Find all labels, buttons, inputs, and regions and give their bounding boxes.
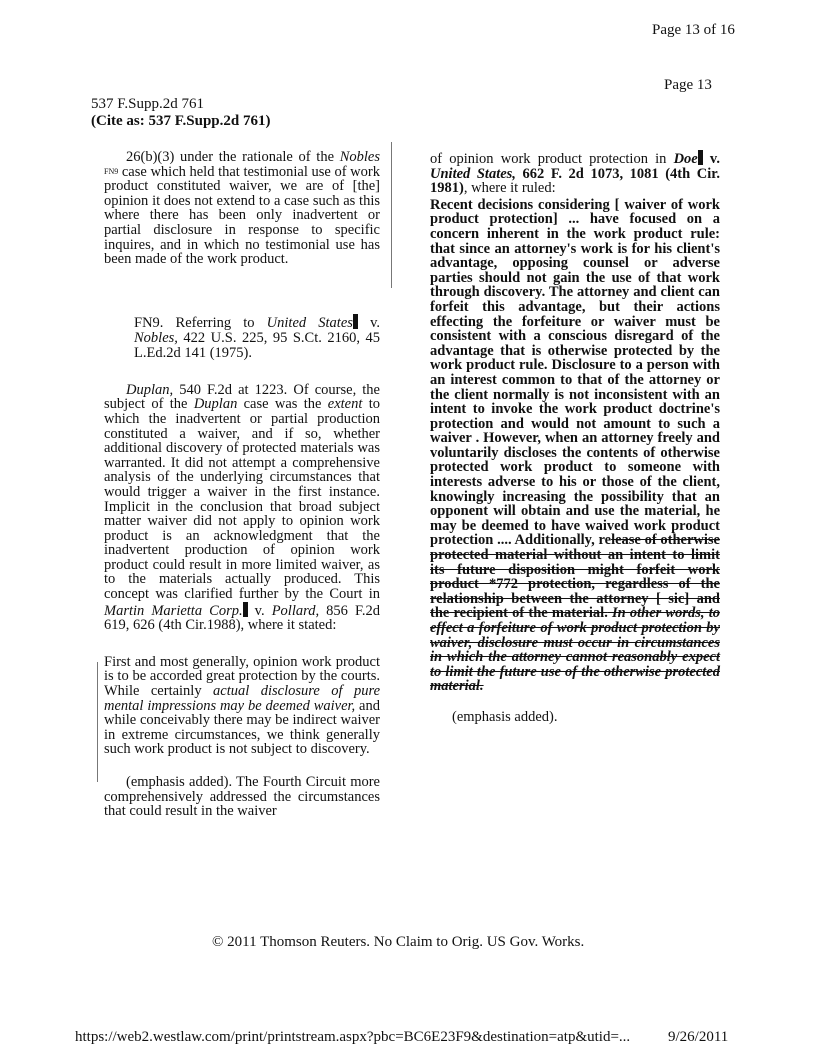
right-paragraph-1: of opinion work product protection in Doe v. United States, 662 F. 2d 1073, 1081 (4th Cir. 1981), where it ruled: xyxy=(430,151,720,197)
footer-url[interactable]: https://web2.westlaw.com/print/printstream.aspx?pbc=BC6E23F9&destination=atp&utid=... xyxy=(75,1029,631,1045)
left-block-quote: First and most generally, opinion work product is to be accorded great protection by the courts. While certainly actual disclosure of pure mental impressions may be deemed waiver, and while conceivably there may be indirect waiver in extreme circumstances, we think generally such work product is not subject to discovery. xyxy=(104,653,380,758)
reporter-line: 537 F.Supp.2d 761 xyxy=(91,96,204,112)
margin-bracket xyxy=(97,662,104,782)
left-paragraph-2: Duplan, 540 F.2d at 1223. Of course, the subject of the Duplan case was the extent to which the inadvertent or partial production constituted a waiver, and if so, whether additional discovery of protected materials was warranted. It did not attempt a comprehensive analysis of the underlying circumstances that would trigger a waiver in the first instance. Implicit in the conclusion that broad subject matter waiver did not apply to opinion work product is an acknowledgment that the inadvertent production of opinion work product could result in more limited waiver, as to the materials actually produced. This concept was clarified further by the Court in Martin Marietta Corp. v. Pollard, 856 F.2d 619, 626 (4th Cir.1988), where it stated: xyxy=(104,381,381,634)
left-paragraph-3: (emphasis added). The Fourth Circuit more comprehensively addressed the circumstances that could result in the waiver xyxy=(104,774,380,820)
reporter-citation xyxy=(91,96,270,130)
margin-bracket xyxy=(385,142,392,288)
right-column xyxy=(430,150,720,725)
page-number: Page 13 xyxy=(664,77,712,93)
right-paragraph-3: (emphasis added). xyxy=(452,708,558,725)
cite-as-line: (Cite as: 537 F.Supp.2d 761) xyxy=(91,113,271,129)
left-column xyxy=(104,150,380,819)
page-of-indicator: Page 13 of 16 xyxy=(652,22,735,38)
footnote-ref[interactable]: FN9 xyxy=(104,166,119,176)
right-block-quote: Recent decisions considering [ waiver of work product protection] ... have focused on a concern inherent in the work product rule: that since an attorney's work is for his client's advantage, opposing counsel or adverse parties should not gain the use of that work through discovery. The attorney and client can forfeit this advantage, but their actions effecting the forfeiture or waiver must be consistent with a conscious disregard of the advantage that is otherwise protected by the work product rule. Disclosure to a person with an interest common to that of the attorney or the client normally is not inconsistent with an intent to invoke the work product doctrine's protection and would not amount to such a waiver . However, when an attorney freely and voluntarily discloses the contents of otherwise protected work product to someone with interests adverse to his or those of the client, knowingly increasing the possibility that an opponent will obtain and use the material, he may be deemed to have waived work product protection .... Additionally, release of otherwise protected material without an intent to limit its future disposition might forfeit work product *772 protection, regardless of the relationship between the attorney [ sic] and the recipient of the material. In other words, to effect a forfeiture of work product protection by waiver, disclosure must occur in circumstances in which the attorney cannot reasonably expect to limit the future use of the otherwise protected material. xyxy=(430,196,720,695)
copyright-notice: © 2011 Thomson Reuters. No Claim to Orig. US Gov. Works. xyxy=(212,934,585,950)
left-paragraph-1: 26(b)(3) under the rationale of the Nobles $^{FN9}$ case which held that testimonial use of work product constituted waiver, we are of [the] opinion it does not extend to a case such as this where there has been only inadvertent or partial disclosure in response to specific inquires, and in which no testimonial use has been made of the work product. xyxy=(104,149,380,268)
print-date: 9/26/2011 xyxy=(668,1029,729,1045)
footnote-fn9: FN9. Referring to United States v. Nobles, 422 U.S. 225, 95 S.Ct. 2160, 45 L.Ed.2d 141 (1975). xyxy=(134,314,380,361)
